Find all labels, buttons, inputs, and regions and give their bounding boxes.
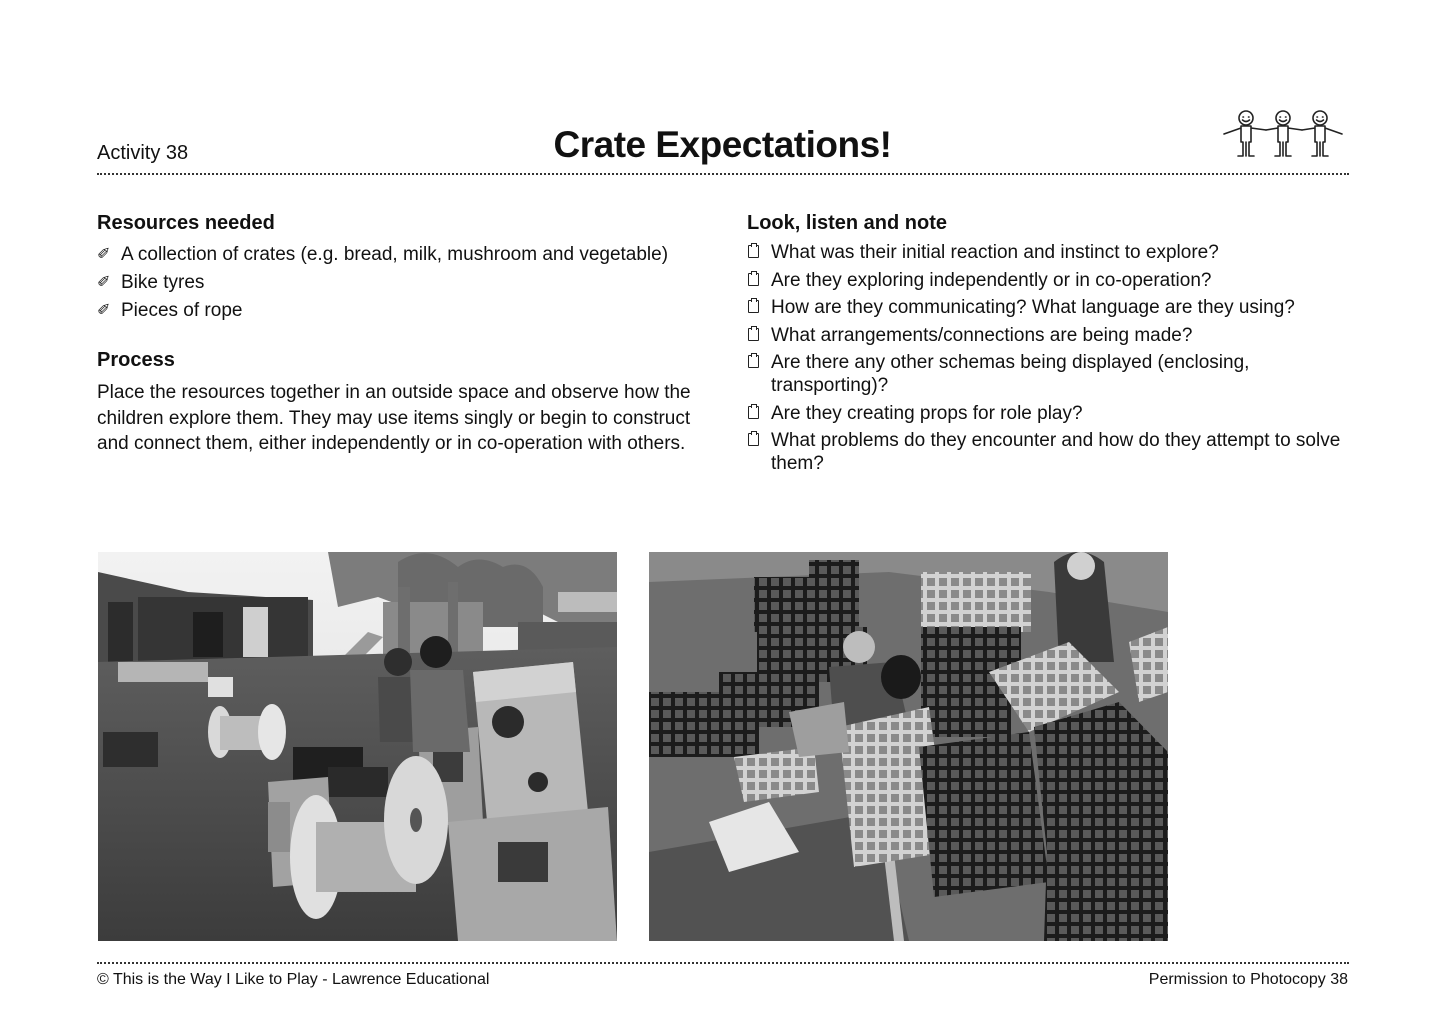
clipboard-checkbox-icon — [748, 328, 759, 341]
clipboard-checkbox-icon — [748, 300, 759, 313]
list-item: ✐ Bike tyres — [97, 269, 707, 297]
clipboard-checkbox-icon — [748, 245, 759, 258]
process-text: Place the resources together in an outside space and observe how the children explore them. They may use items singly or begin to construct and connect them, either independently or in co-operation with others. — [97, 382, 691, 455]
top-dotted-divider — [97, 173, 1349, 175]
pencil-icon: ✐ — [97, 246, 111, 263]
activity-number: Activity 38 — [97, 142, 189, 164]
list-item: What was their initial reaction and instinct to explore? — [747, 241, 1347, 264]
bottom-dotted-divider — [97, 962, 1349, 964]
page-title: Crate Expectations! — [553, 124, 892, 165]
clipboard-checkbox-icon — [748, 406, 759, 419]
look-listen-note-heading: Look, listen and note — [747, 212, 948, 234]
resources-heading: Resources needed — [97, 212, 275, 234]
list-item: Are they exploring independently or in co-operation? — [747, 269, 1347, 292]
list-item: How are they communicating? What language are they using? — [747, 296, 1347, 319]
photocopy-permission: Permission to Photocopy 38 — [1148, 971, 1348, 988]
list-item: Are they creating props for role play? — [747, 402, 1347, 425]
pencil-icon: ✐ — [97, 274, 111, 291]
right-column — [747, 212, 1347, 480]
clipboard-checkbox-icon — [748, 273, 759, 286]
process-heading: Process — [97, 349, 175, 371]
photo-child-among-crates — [649, 552, 1168, 941]
resources-list — [97, 241, 707, 325]
observation-list — [747, 241, 1347, 475]
clipboard-checkbox-icon — [748, 355, 759, 368]
photo-children-with-reels-and-blocks — [98, 552, 617, 941]
list-item: ✐ Pieces of rope — [97, 297, 707, 325]
list-item: Are there any other schemas being displayed (enclosing, transporting)? — [747, 351, 1347, 397]
paper-people-chain-icon — [1220, 108, 1346, 162]
list-item: What arrangements/connections are being made? — [747, 324, 1347, 347]
clipboard-checkbox-icon — [748, 433, 759, 446]
left-column — [97, 212, 707, 457]
pencil-icon: ✐ — [97, 302, 111, 319]
list-item: What problems do they encounter and how do they attempt to solve them? — [747, 429, 1347, 475]
list-item: ✐ A collection of crates (e.g. bread, milk, mushroom and vegetable) — [97, 241, 707, 269]
copyright-footer: © This is the Way I Like to Play - Lawrence Educational — [97, 971, 490, 988]
